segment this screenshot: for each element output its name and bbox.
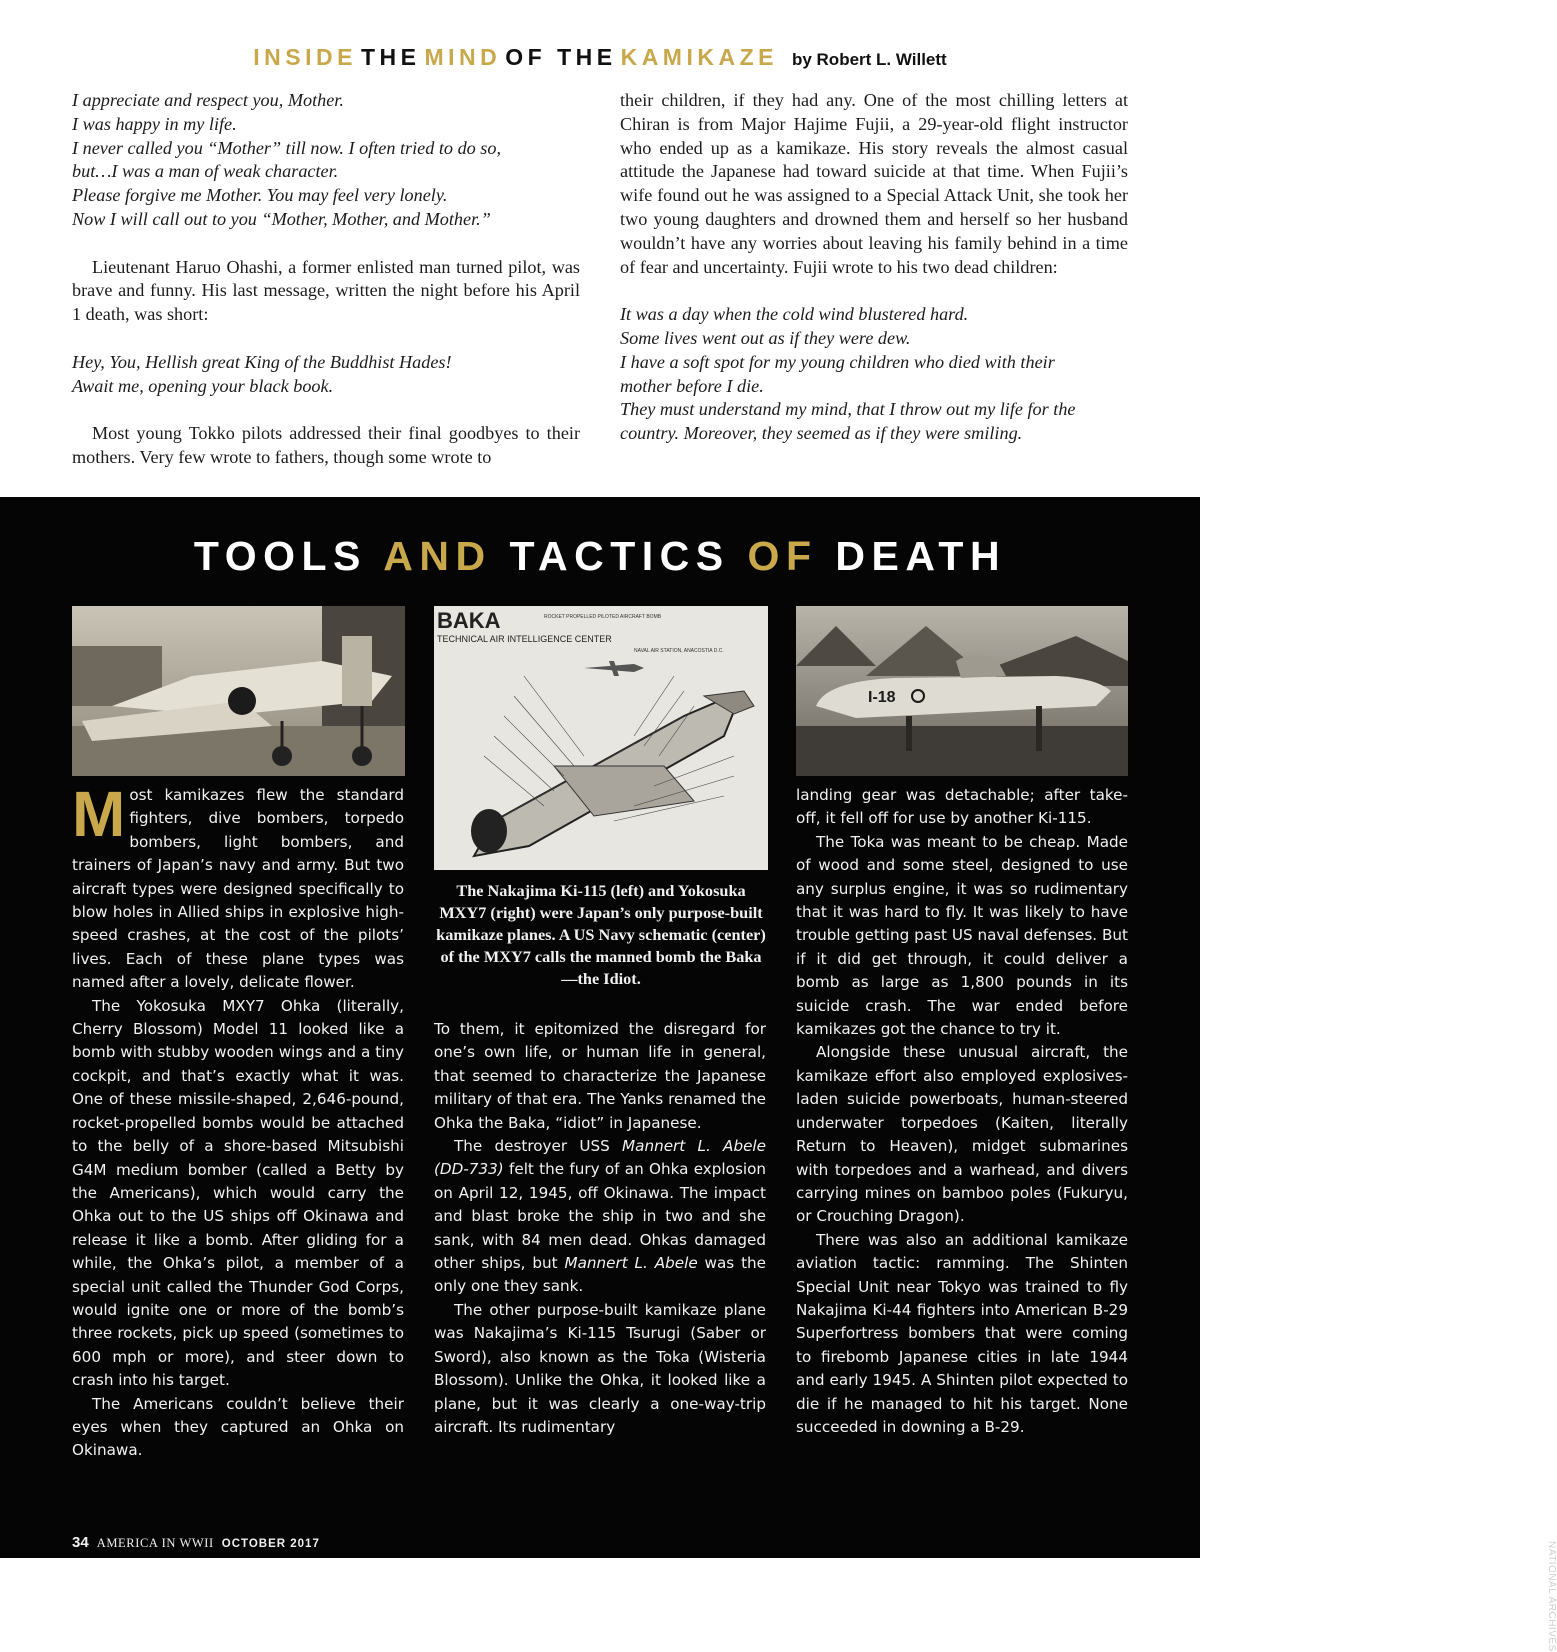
poem-line: It was a day when the cold wind blustered hard. [620,304,969,325]
sidebar-column-3 [796,784,1128,1439]
header-word: THE [360,44,421,70]
poem-line: mother before I die. [620,375,764,396]
header-word: KAMIKAZE [620,44,778,70]
schematic-heading: BAKA [437,608,501,633]
poem-line: Please forgive me Mother. You may feel very lonely. [72,185,448,206]
poem-line: I appreciate and respect you, Mother. [72,90,344,110]
byline: by Robert L. Willett [791,50,947,69]
sidebar-column-1 [72,778,404,1463]
body-paragraph: The Toka was meant to be cheap. Made of wood and some steel, designed to use any surplus engine, it was so rudimentary that it was hard to fly. It was likely to have trouble getting past US naval defenses. But if it did get through, it could deliver a bomb as large as 1,800 pounds in its suicide crash. The war ended before kamikazes got the chance to try it. [796,832,1128,1039]
schematic-center: TECHNICAL AIR INTELLIGENCE CENTER [437,634,612,644]
body-paragraph: The Americans couldn’t believe their eyes when they captured an Ohka on Okinawa. [72,1394,404,1460]
body-paragraph: The destroyer USS Mannert L. Abele (DD-733) felt the fury of an Ohka explosion on April 12, 1945, off Okinawa. The impact and blast broke the ship in two and she sank, with 84 men dead. Ohkas damaged other ships, but Mannert L. Abele was the only one they sank. [434,1137,766,1296]
schematic-subheading: ROCKET PROPELLED PILOTED AIRCRAFT BOMB [544,614,662,620]
section-title-word: TOOLS [193,533,367,579]
sidebar-column-2 [434,1018,766,1439]
article-top-section [0,0,1200,497]
poem-line: I never called you “Mother” till now. I often tried to do so, [72,137,502,158]
header-word: OF THE [505,44,617,70]
magazine-name: AMERICA IN WWII [96,1536,214,1550]
section-title-word: TACTICS [509,533,730,579]
body-paragraph: The other purpose-built kamikaze plane was Nakajima’s Ki-115 Tsurugi (Saber or Sword), also known as the Toka (Wisteria Blossom). Unlike the Ohka, it looked like a plane, but it was clearly a one-way-trip aircraft. Its rudimentary [434,1300,766,1436]
body-paragraph: There was also an additional kamikaze aviation tactic: ramming. The Shinten Special Unit near Tokyo was trained to fly Nakajima Ki-44 fighters into American B-29 Superfortress bombers that were coming to firebomb Japanese cities in late 1944 and early 1945. A Shinten pilot expected to die if he managed to hit his target. None succeeded in downing a B-29. [796,1230,1128,1436]
poem-line: Await me, opening your black book. [72,375,334,396]
poem-line: I have a soft spot for my young children who died with their [620,351,1055,372]
baka-schematic [434,606,768,870]
drop-cap: M [72,778,126,850]
section-title-word: OF [747,533,818,579]
body-paragraph: The Yokosuka MXY7 Ohka (literally, Cherry Blossom) Model 11 looked like a bomb with stubby wooden wings and a tiny cockpit, and that’s exactly what it was. One of these missile-shaped, 2,646-pound, rocket-propelled bombs would be attached to the belly of a shore-based Mitsubishi G4M medium bomber (called a Betty by the Americans), which would carry the Ohka out to the US ships off Okinawa and release it like a bomb. After gliding for a while, the Ohka’s pilot, a member of a special unit called the Thunder God Corps, would ignite one or more of the bomb’s three rockets, pick up speed (sometimes to 600 mph or more), and steer down to crash into his target. [72,996,404,1390]
body-paragraph: Alongside these unusual aircraft, the kamikaze effort also employed explosives-laden suicide powerboats, human-steered underwater torpedoes (Kaiten, literally Return to Heaven), midget submarines with torpedoes and a warhead, and divers carrying mines on bamboo poles (Fukuryu, or Crouching Dragon). [796,1043,1128,1226]
poem-line: country. Moreover, they seemed as if they were smiling. [620,423,1023,444]
body-paragraph: Most young Tokko pilots addressed their final goodbyes to their mothers. Very few wrote to fathers, though some wrote to [72,423,580,467]
page-footer [72,1534,320,1552]
section-title [0,533,1200,580]
issue-date: OCTOBER 2017 [221,1538,320,1550]
section-title-word: DEATH [835,533,1007,579]
body-paragraph: their children, if they had any. One of the most chilling letters at Chiran is from Major Hajime Fujii, a 29-year-old flight instructor who ended up as a kamikaze. His story reveals the almost casual attitude the Japanese had toward suicide at that time. When Fujii’s wife found out he was assigned to a Special Attack Unit, she took her two young daughters and drowned them and herself so her husband wouldn’t have any worries about leaving his family behind in a time of fear and uncertainty. Fujii wrote to his two dead children: [620,90,1128,277]
mother-poem [72,89,580,232]
schematic-station: NAVAL AIR STATION, ANACOSTIA D.C. [634,648,724,654]
ohka-marking: I-18 [868,689,896,706]
poem-line: but…I was a man of weak character. [72,161,339,182]
header-word: MIND [424,44,502,70]
body-paragraph: To them, it epitomized the disregard for one’s own life, or human life in general, that seemed to characterize the Japanese military of that era. The Yanks renamed the Ohka the Baka, “idiot” in Japanese. [434,1020,766,1132]
body-paragraph: Most kamikazes flew the standard fighters, dive bombers, torpedo bombers, light bombers, and trainers of Japan’s navy and army. But two aircraft types were designed specifically to blow holes in Allied ships in explosive high-speed crashes, at the cost of the pilots’ lives. Each of these plane types was named after a lovely, delicate flower. [72,778,404,992]
body-paragraph: landing gear was detachable; after take-off, it fell off for use by another Ki-115. [796,786,1128,828]
photo-credit: NATIONAL ARCHIVES [1546,1541,1557,1652]
ki115-photo [72,606,405,776]
poem-line: Some lives went out as if they were dew. [620,327,911,348]
ohka-photo [796,606,1128,776]
fujii-poem [620,303,1128,446]
top-right-column [620,89,1128,446]
top-left-column [72,89,580,470]
poem-line: Hey, You, Hellish great King of the Buddhist Hades! [72,351,452,372]
body-paragraph: Lieutenant Haruo Ohashi, a former enlisted man turned pilot, was brave and funny. His last message, written the night before his April 1 death, was short: [72,256,580,325]
ship-name: Mannert L. Abele [564,1254,698,1273]
section-title-word: AND [383,533,492,579]
poem-line: They must understand my mind, that I throw out my life for the [620,399,1076,420]
running-header [0,44,1200,71]
header-word: INSIDE [253,44,357,70]
page-number: 34 [72,1534,89,1551]
poem-line: Now I will call out to you “Mother, Mother, and Mother.” [72,208,491,229]
ohashi-verse [72,351,580,399]
photo-caption: The Nakajima Ki-115 (left) and Yokosuka MXY7 (right) were Japan’s only purpose-built kamikaze planes. A US Navy schematic (center) of the MXY7 calls the manned bomb the Baka—the Idiot. [436,881,766,988]
poem-line: I was happy in my life. [72,113,237,134]
ship-name: Mannert L. Abele (DD-733) [434,1137,766,1179]
